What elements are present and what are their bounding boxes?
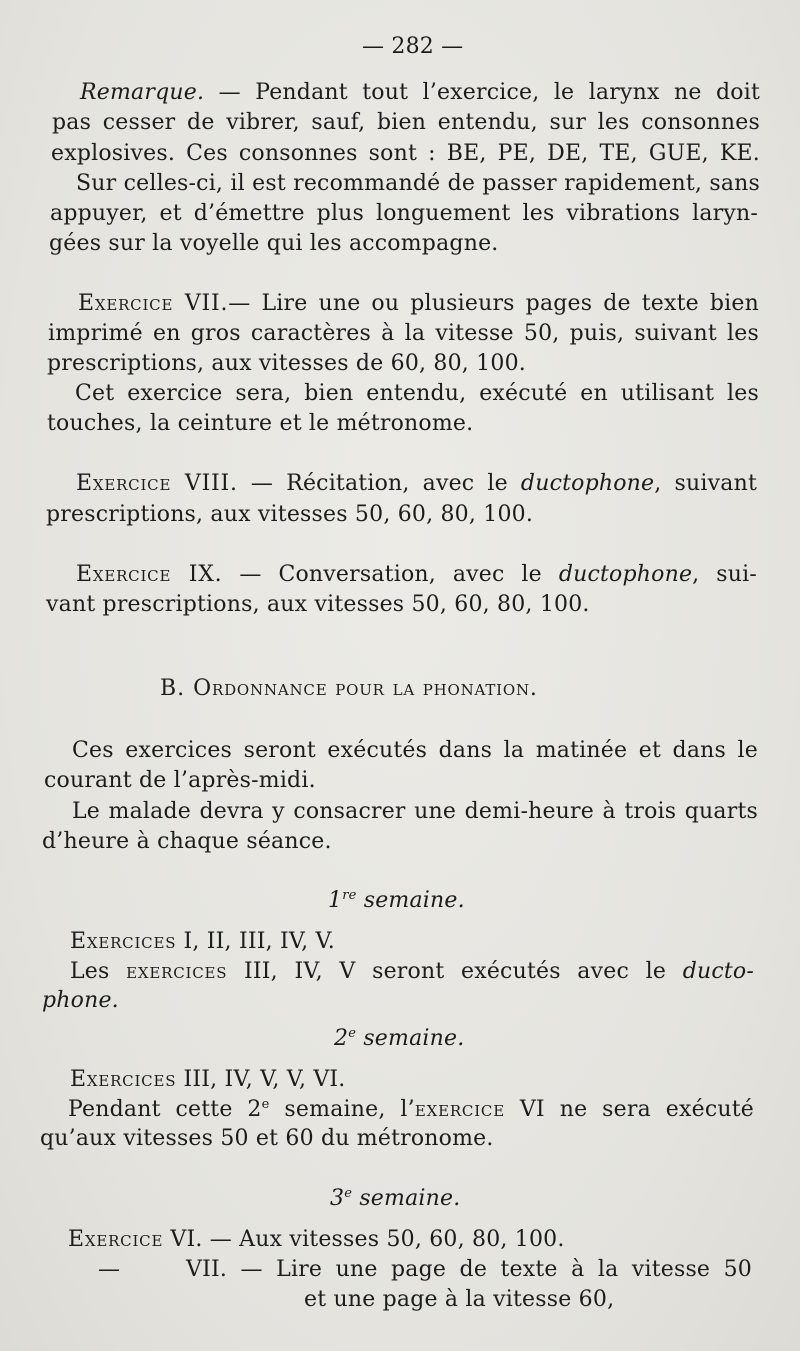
remarque-label: Remarque. [80, 80, 205, 105]
exercise-8-label: Exercice VIII. [76, 471, 238, 496]
exercise-7-line-1: Exercice VII.— Lire une ou plusieurs pages de texte bien [78, 291, 759, 316]
intro-line-2: courant de l’après-midi. [44, 768, 316, 793]
exercise-7-line-4: Cet exercice sera, bien entendu, exécuté en utilisant les [75, 381, 759, 406]
week-3-ditto-dash: — [98, 1257, 121, 1282]
week-2-line-3: qu’aux vitesses 50 et 60 du métronome. [40, 1126, 494, 1151]
ductophone-term: ductophone [520, 471, 655, 496]
section-b-heading: B. Ordonnance pour la phonation. [160, 676, 538, 701]
remarque-line-6: gées sur la voyelle qui les accompagne. [49, 231, 499, 256]
exercise-8-line-1: Exercice VIII. — Récitation, avec le ductophone, suivant [76, 471, 757, 496]
week-1-exercises: Exercices I, II, III, IV, V. [70, 929, 335, 954]
exercise-7-line-5: touches, la ceinture et le métronome. [47, 411, 474, 436]
exercise-7-line-2: imprimé en gros caractères à la vitesse 50, puis, suivant les [48, 321, 759, 346]
page-number: — 282 — [362, 34, 464, 59]
remarque-line-4: Sur celles-ci, il est recommandé de passer rapidement, sans [76, 171, 760, 196]
intro-line-4: d’heure à chaque séance. [42, 829, 332, 854]
remarque-line-3: explosives. Ces consonnes sont : BE, PE, DE, TE, GUE, KE. [51, 141, 760, 166]
exercise-9-line-1: Exercice IX. — Conversation, avec le ductophone, sui- [76, 562, 757, 587]
remarque-line-1: Remarque. — Pendant tout l’exercice, le larynx ne doit [80, 80, 760, 105]
intro-line-1: Ces exercices seront exécutés dans la matinée et dans le [72, 738, 758, 763]
intro-line-3: Le malade devra y consacrer une demi-heure à trois quarts [72, 799, 758, 824]
exercise-8-line-2: prescriptions, aux vitesses 50, 60, 80, 100. [46, 502, 534, 527]
week-2-exercises: Exercices III, IV, V, V, VI. [70, 1067, 346, 1092]
week-3-exercise-7-line-1: VII. — Lire une page de texte à la vitesse 50 [186, 1257, 752, 1282]
week-3-exercise-7-line-2: et une page à la vitesse 60, [304, 1287, 615, 1312]
week-1-heading: 1re semaine. [328, 888, 465, 913]
exercise-7-line-3: prescriptions, aux vitesses de 60, 80, 100. [47, 351, 526, 376]
week-2-line-2: Pendant cette 2e semaine, l’exercice VI ne sera exécuté [68, 1097, 754, 1122]
ductophone-term: ductophone [558, 562, 693, 587]
exercise-9-line-2: vant prescriptions, aux vitesses 50, 60, 80, 100. [46, 592, 590, 617]
week-3-exercise-6: Exercice VI. — Aux vitesses 50, 60, 80, 100. [68, 1227, 565, 1252]
remarque-line-2: pas cesser de vibrer, sauf, bien entendu, sur les consonnes [52, 110, 760, 135]
section-b-title: Ordonnance pour la phonation. [193, 676, 538, 701]
week-3-heading: 3e semaine. [330, 1186, 461, 1211]
week-1-line-3: phone. [42, 988, 119, 1013]
week-2-heading: 2e semaine. [334, 1026, 465, 1051]
remarque-line-5: appuyer, et d’émettre plus longuement les vibrations laryn- [50, 201, 758, 226]
week-1-line-2: Les exercices III, IV, V seront exécutés avec le ducto- [70, 959, 754, 984]
exercise-7-label: Exercice VII. [78, 291, 229, 316]
exercise-9-label: Exercice IX. [76, 562, 223, 587]
